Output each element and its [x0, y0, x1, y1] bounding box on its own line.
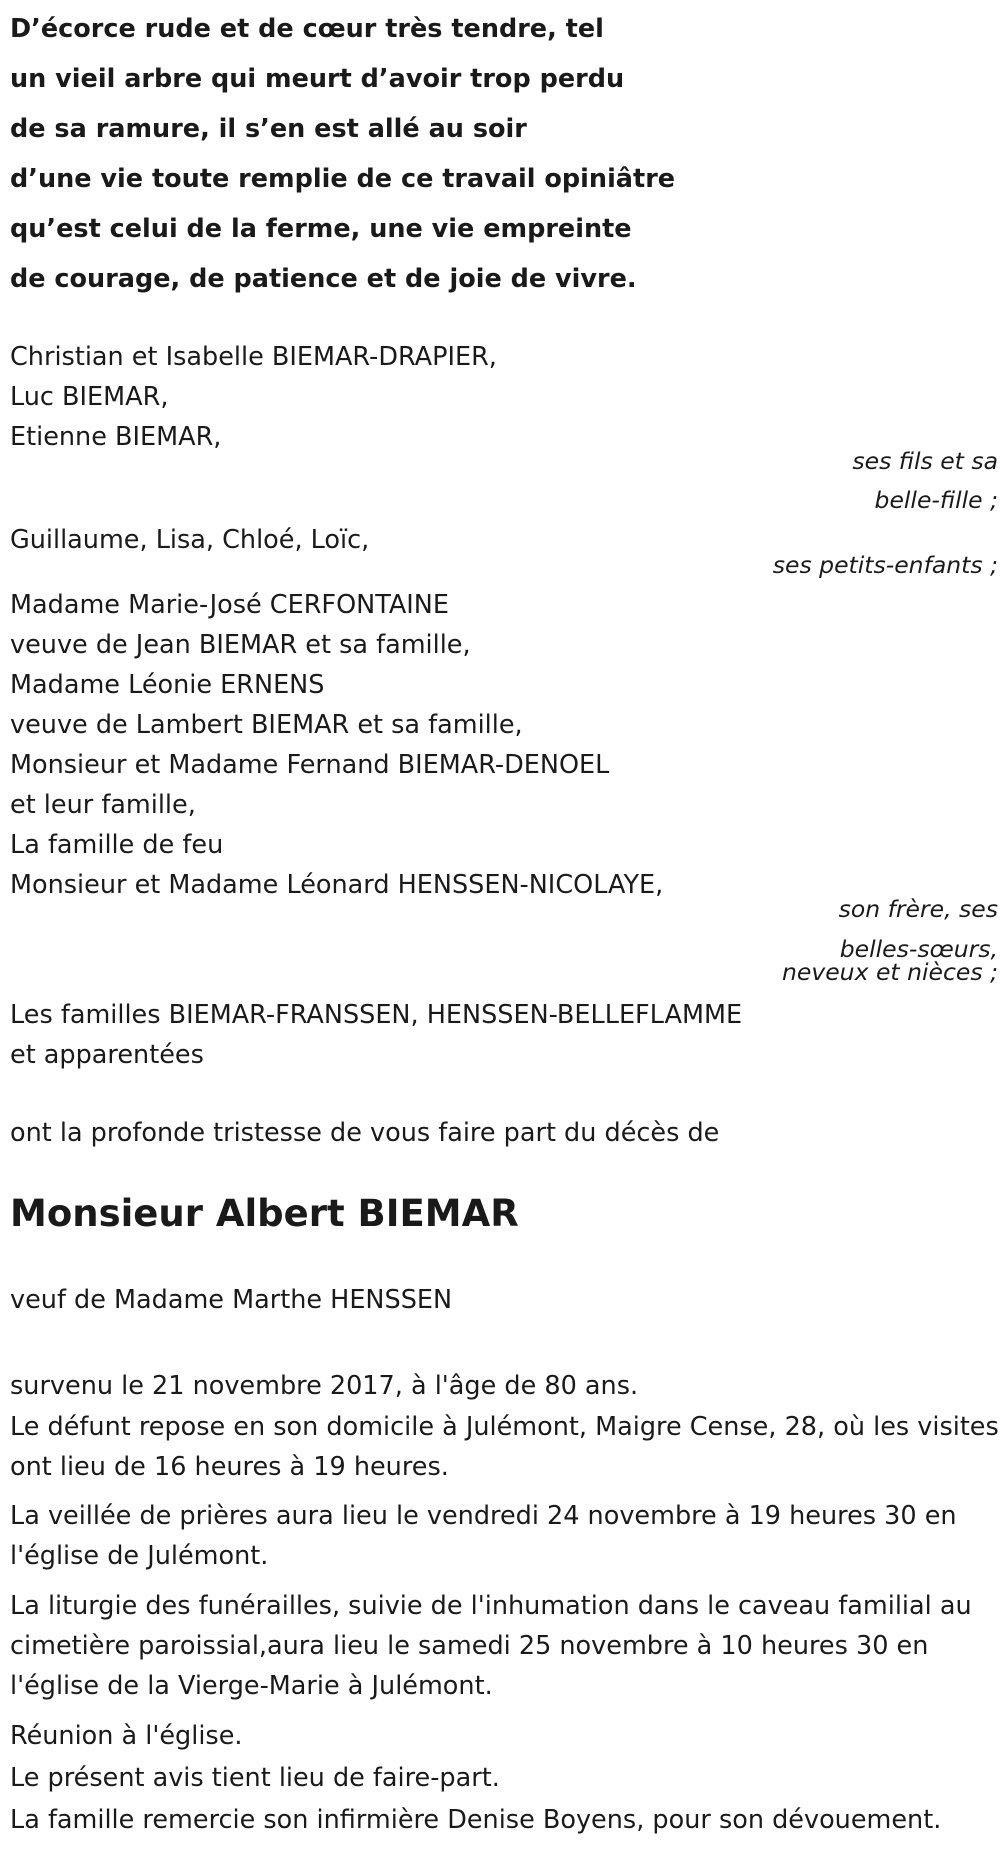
- mourner-line: Monsieur et Madame Fernand BIEMAR-DENOEL: [10, 750, 610, 780]
- mourner-line: Les familles BIEMAR-FRANSSEN, HENSSEN-BELLEFLAMME: [10, 1000, 743, 1030]
- detail-paragraph: La liturgie des funérailles, suivie de l'inhumation dans le caveau familial au cimetière paroissial,aura lieu le samedi 25 novembre à 10 heures 30 en l'église de la Vierge-Marie à Julémont.: [10, 1591, 972, 1701]
- detail-paragraph: Le présent avis tient lieu de faire-part.: [10, 1763, 500, 1793]
- poem-line: qu’est celui de la ferme, une vie empreinte: [10, 214, 632, 244]
- relation-label: neveux et nièces ;: [781, 958, 998, 986]
- announcement-text: ont la profonde tristesse de vous faire part du décès de: [10, 1118, 720, 1148]
- poem-line: de courage, de patience et de joie de vivre.: [10, 264, 637, 294]
- mourner-line: Madame Léonie ERNENS: [10, 670, 325, 700]
- mourner-line: Etienne BIEMAR,: [10, 422, 222, 452]
- detail-paragraph: Le défunt repose en son domicile à Julémont, Maigre Cense, 28, où les visites ont lieu de 16 heures à 19 heures.: [10, 1412, 999, 1482]
- mourner-line: Luc BIEMAR,: [10, 382, 169, 412]
- mourner-line: Christian et Isabelle BIEMAR-DRAPIER,: [10, 342, 497, 372]
- poem-line: d’une vie toute remplie de ce travail opiniâtre: [10, 164, 676, 194]
- relation-label: ses petits-enfants ;: [772, 551, 998, 579]
- poem-line: D’écorce rude et de cœur très tendre, tel: [10, 14, 604, 44]
- detail-paragraph: survenu le 21 novembre 2017, à l'âge de 80 ans.: [10, 1371, 639, 1401]
- mourner-line: veuve de Jean BIEMAR et sa famille,: [10, 630, 471, 660]
- poem-line: un vieil arbre qui meurt d’avoir trop perdu: [10, 64, 625, 94]
- poem: [10, 4, 675, 304]
- poem-line: de sa ramure, il s’en est allé au soir: [10, 114, 527, 144]
- mourner-line: veuve de Lambert BIEMAR et sa famille,: [10, 710, 523, 740]
- relation-label: belles-sœurs,: [839, 935, 998, 963]
- relation-label: belle-fille ;: [874, 486, 998, 514]
- mourner-line: et apparentées: [10, 1040, 204, 1070]
- detail-paragraph: La veillée de prières aura lieu le vendredi 24 novembre à 19 heures 30 en l'église de Julémont.: [10, 1501, 957, 1571]
- mourner-line: La famille de feu: [10, 830, 224, 860]
- mourner-line: et leur famille,: [10, 790, 196, 820]
- mourner-line: Monsieur et Madame Léonard HENSSEN-NICOLAYE,: [10, 870, 664, 900]
- widower-of: veuf de Madame Marthe HENSSEN: [10, 1285, 453, 1315]
- mourner-line: Guillaume, Lisa, Chloé, Loïc,: [10, 525, 370, 555]
- relation-label: ses fils et sa: [852, 447, 998, 475]
- mourner-line: Madame Marie-José CERFONTAINE: [10, 590, 449, 620]
- detail-paragraph: La famille remercie son infirmière Denise Boyens, pour son dévouement.: [10, 1805, 942, 1835]
- relation-label: son frère, ses: [838, 895, 998, 923]
- deceased-name: Monsieur Albert BIEMAR: [10, 1192, 519, 1235]
- detail-paragraph: Réunion à l'église.: [10, 1721, 243, 1751]
